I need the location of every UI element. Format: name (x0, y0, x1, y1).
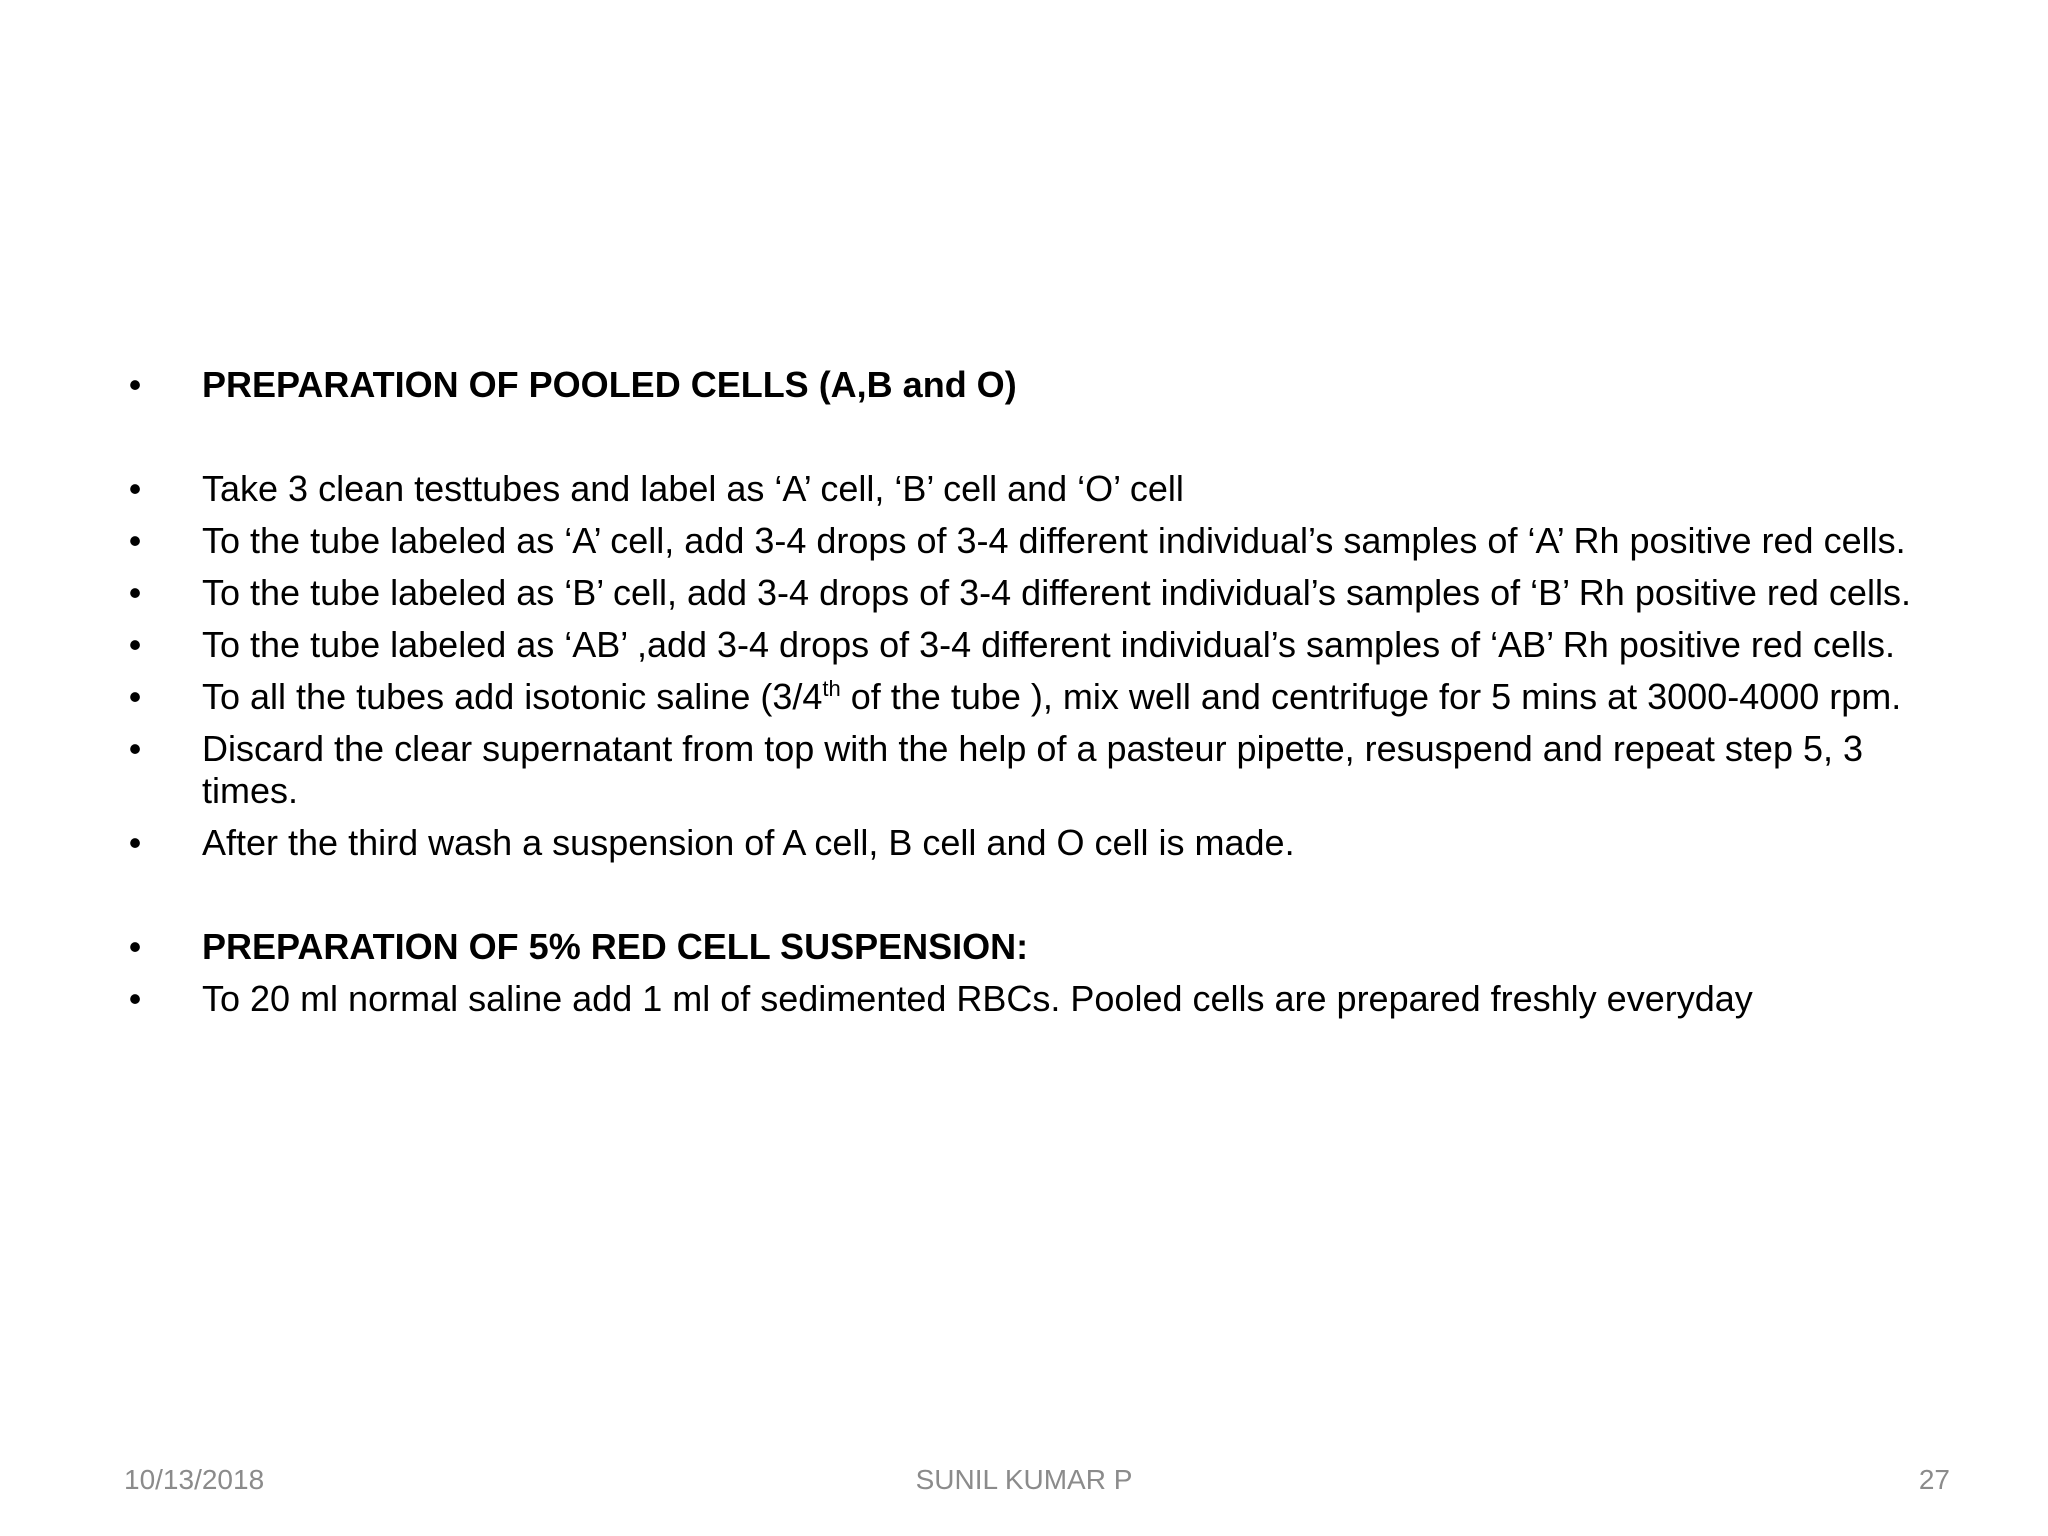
section-heading: PREPARATION OF 5% RED CELL SUSPENSION: (202, 926, 1029, 967)
list-item (120, 676, 1950, 718)
list-item (120, 728, 1950, 812)
list-item-text: Take 3 clean testtubes and label as ‘A’ cell, ‘B’ cell and ‘O’ cell (202, 468, 1184, 509)
list-item (120, 364, 1950, 406)
slide-body (120, 364, 1950, 1030)
footer-date: 10/13/2018 (124, 1464, 265, 1495)
list-item-text: After the third wash a suspension of A cell, B cell and O cell is made. (202, 822, 1295, 863)
list-item (120, 572, 1950, 614)
bullet: • (128, 624, 142, 665)
footer-author: SUNIL KUMAR P (915, 1464, 1133, 1495)
list-item-text-start: To all the tubes add isotonic saline (3/4 (202, 676, 823, 717)
list-item-text: Discard the clear supernatant from top with the help of a pasteur pipette, resuspend and repeat step 5, 3 times. (202, 728, 1864, 811)
list-item (120, 468, 1950, 510)
bullet: • (128, 520, 142, 561)
list-item-text-end: of the tube ), mix well and centrifuge for 5 mins at 3000-4000 rpm. (840, 676, 1902, 717)
list-item-text (202, 676, 1901, 717)
list-item-text: To the tube labeled as ‘AB’ ,add 3-4 drops of 3-4 different individual’s samples of ‘AB’ Rh positive red cells. (202, 624, 1895, 665)
list-item (120, 926, 1950, 968)
bullet: • (128, 468, 142, 509)
list-item-text: To the tube labeled as ‘B’ cell, add 3-4 drops of 3-4 different individual’s samples of ‘B’ Rh positive red cells. (202, 572, 1911, 613)
list-item (120, 978, 1950, 1020)
bullet: • (128, 926, 142, 967)
bullet: • (128, 728, 142, 769)
bullet: • (128, 978, 142, 1019)
superscript: th (822, 676, 841, 701)
bullet: • (128, 572, 142, 613)
bullet: • (128, 822, 142, 863)
list-item (120, 520, 1950, 562)
list-item (120, 624, 1950, 666)
list-item-text: To 20 ml normal saline add 1 ml of sedimented RBCs. Pooled cells are prepared freshly everyday (202, 978, 1753, 1019)
bullet: • (128, 364, 142, 405)
list-item-text: To the tube labeled as ‘A’ cell, add 3-4 drops of 3-4 different individual’s samples of ‘A’ Rh positive red cells. (202, 520, 1906, 561)
section-heading: PREPARATION OF POOLED CELLS (A,B and O) (202, 364, 1017, 405)
list-item (120, 822, 1950, 864)
bullet: • (128, 676, 142, 717)
page-number: 27 (1918, 1464, 1950, 1495)
